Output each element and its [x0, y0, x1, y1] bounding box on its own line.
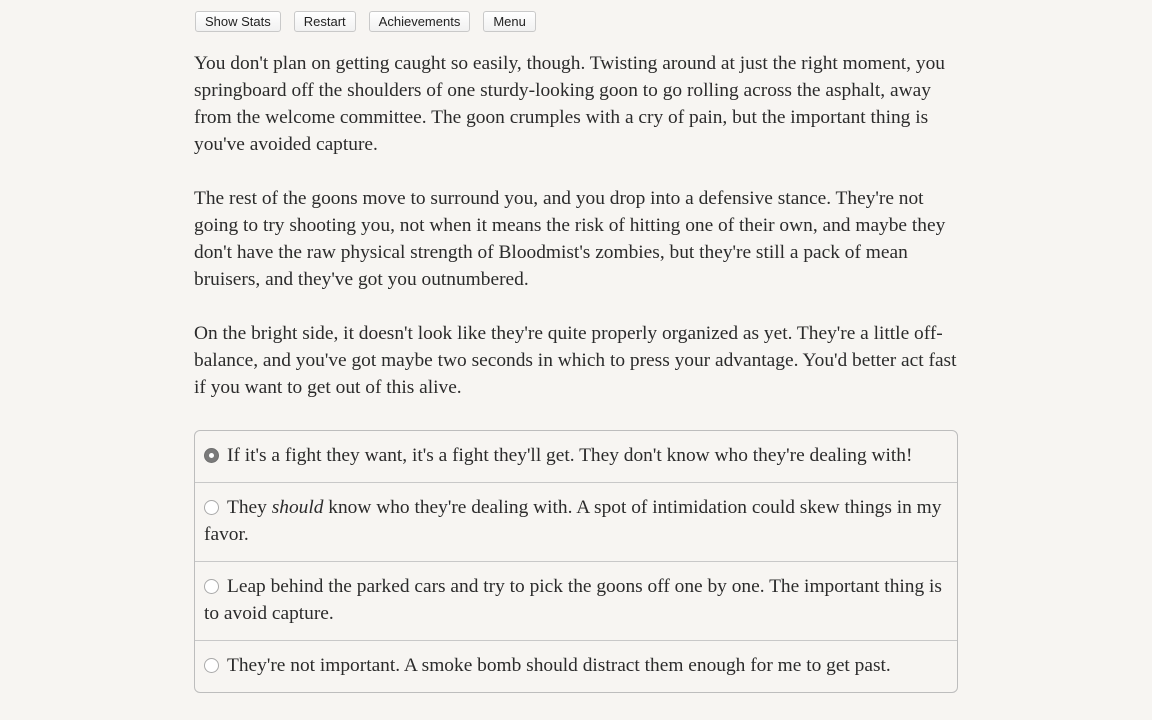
choice-label: They're not important. A smoke bomb should distract them enough for me to get past. — [227, 655, 891, 676]
choice-list — [194, 430, 958, 693]
choice-option-intimidate[interactable] — [195, 482, 957, 561]
choice-option-hide[interactable] — [195, 561, 957, 640]
choice-label-emphasis: should — [271, 497, 324, 518]
story-paragraph: The rest of the goons move to surround you, and you drop into a defensive stance. They're not going to try shooting you, not when it means the risk of hitting one of their own, and maybe they don't have the raw physical strength of Bloodmist's zombies, but they're still a pack of mean bruisers, and they've got you outnumbered. — [194, 188, 946, 290]
story-text — [194, 50, 964, 428]
radio-icon[interactable] — [204, 579, 219, 594]
choice-label-before: They — [227, 497, 272, 518]
choice-label-after: know who they're dealing with. A spot of intimidation could skew things in my favor. — [204, 497, 942, 545]
choice-option-fight[interactable] — [195, 431, 957, 482]
choice-option-smoke-bomb[interactable] — [195, 640, 957, 692]
choice-label: If it's a fight they want, it's a fight they'll get. They don't know who they're dealing with! — [227, 445, 913, 466]
achievements-button[interactable]: Achievements — [369, 11, 471, 32]
choice-label: Leap behind the parked cars and try to pick the goons off one by one. The important thing is to avoid capture. — [204, 576, 942, 624]
story-paragraph: On the bright side, it doesn't look like they're quite properly organized as yet. They're a little off-balance, and you've got maybe two seconds in which to press your advantage. You'd better act fast if you want to get out of this alive. — [194, 323, 957, 398]
radio-icon[interactable] — [204, 658, 219, 673]
restart-button[interactable]: Restart — [294, 11, 356, 32]
radio-icon[interactable] — [204, 500, 219, 515]
menu-button[interactable]: Menu — [483, 11, 536, 32]
radio-selected-icon[interactable] — [204, 448, 219, 463]
show-stats-button[interactable]: Show Stats — [195, 11, 281, 32]
toolbar — [195, 11, 536, 32]
story-paragraph: You don't plan on getting caught so easily, though. Twisting around at just the right moment, you springboard off the shoulders of one sturdy-looking goon to go rolling across the asphalt, away from the welcome committee. The goon crumples with a cry of pain, but the important thing is you've avoided capture. — [194, 53, 945, 155]
